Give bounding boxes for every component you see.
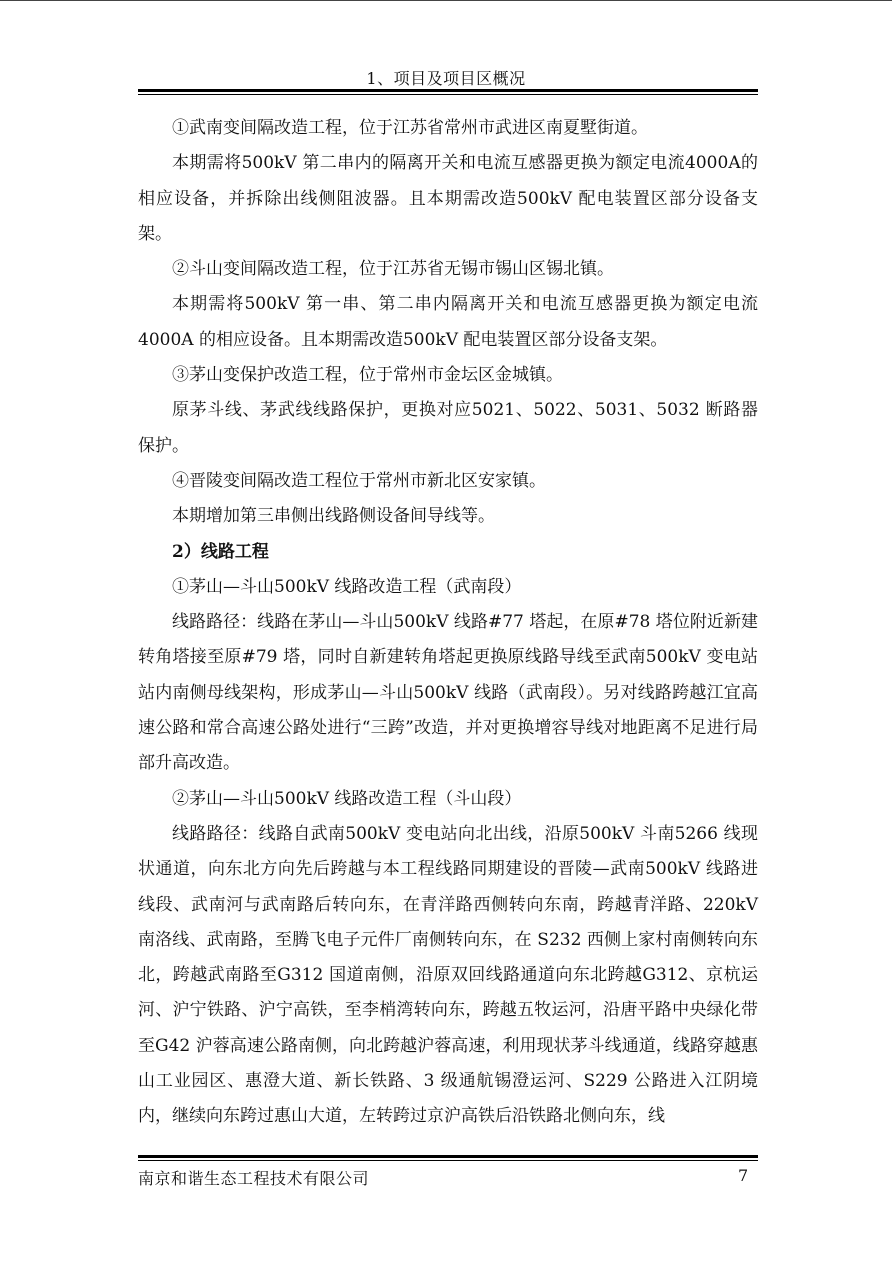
paragraph: 本期需将500kV 第二串内的隔离开关和电流互感器更换为额定电流4000A的相应设备，并拆除出线侧阻波器。且本期需改造500kV 配电装置区部分设备支架。 (138, 153, 758, 244)
paragraph: ③茅山变保护改造工程，位于常州市金坛区金城镇。 (172, 365, 563, 386)
paragraph: ②斗山变间隔改造工程，位于江苏省无锡市锡山区锡北镇。 (172, 259, 614, 280)
top-border-line (0, 0, 892, 1)
paragraph: ①武南变间隔改造工程，位于江苏省常州市武进区南夏墅街道。 (172, 118, 648, 138)
document-body (138, 111, 758, 1135)
paragraph: ④晋陵变间隔改造工程位于常州市新北区安家镇。 (172, 470, 546, 491)
footer-divider (138, 1155, 758, 1161)
paragraph: 线路路径：线路在茅山—斗山500kV 线路#77 塔起，在原#78 塔位附近新建转角塔接至原#79 塔，同时自新建转角塔起更换原线路导线至武南500kV 变电站站内南侧母线架构，形成茅山—斗山500kV 线路（武南段）。另对线路跨越江宜高速公路和常合高速公路处进行“三跨”改造，并对更换增容导线对地距离不足进行局部升高改造。 (138, 612, 758, 774)
page-header-title: 1、项目及项目区概况 (366, 69, 526, 88)
page-number: 7 (738, 1166, 749, 1185)
paragraph: 本期需将500kV 第一串、第二串内隔离开关和电流互感器更换为额定电流4000A 的相应设备。且本期需改造500kV 配电装置区部分设备支架。 (138, 294, 758, 350)
section-heading: 2）线路工程 (172, 541, 269, 562)
paragraph: 本期增加第三串侧出线路侧设备间导线等。 (172, 506, 495, 527)
paragraph: 原茅斗线、茅武线线路保护，更换对应5021、5022、5031、5032 断路器保护。 (138, 400, 758, 456)
header-divider (138, 89, 758, 95)
paragraph: 线路路径：线路自武南500kV 变电站向北出线，沿原500kV 斗南5266 线现状通道，向东北方向先后跨越与本工程线路同期建设的晋陵—武南500kV 线路进线段、武南河与武南路后转向东，在青洋路西侧转向东南，跨越青洋路、220kV 南洛线、武南路，至腾飞电子元件厂南侧转向东，在 S232 西侧上家村南侧转向东北，跨越武南路至G312 国道南侧，沿原双回线路通道向东北跨越G312、京杭运河、沪宁铁路、沪宁高铁，至李梢湾转向东，跨越五牧运河，沿唐平路中央绿化带至G42 沪蓉高速公路南侧，向北跨越沪蓉高速，利用现状茅斗线通道，线路穿越惠山工业园区、惠澄大道、新长铁路、3 级通航锡澄运河、S229 公路进入江阴境内，继续向东跨过惠山大道，左转跨过京沪高铁后沿铁路北侧向东，线 (138, 823, 758, 1127)
footer-company-name: 南京和谐生态工程技术有限公司 (138, 1169, 370, 1188)
paragraph: ①茅山—斗山500kV 线路改造工程（武南段） (172, 576, 522, 597)
paragraph: ②茅山—斗山500kV 线路改造工程（斗山段） (172, 788, 522, 809)
